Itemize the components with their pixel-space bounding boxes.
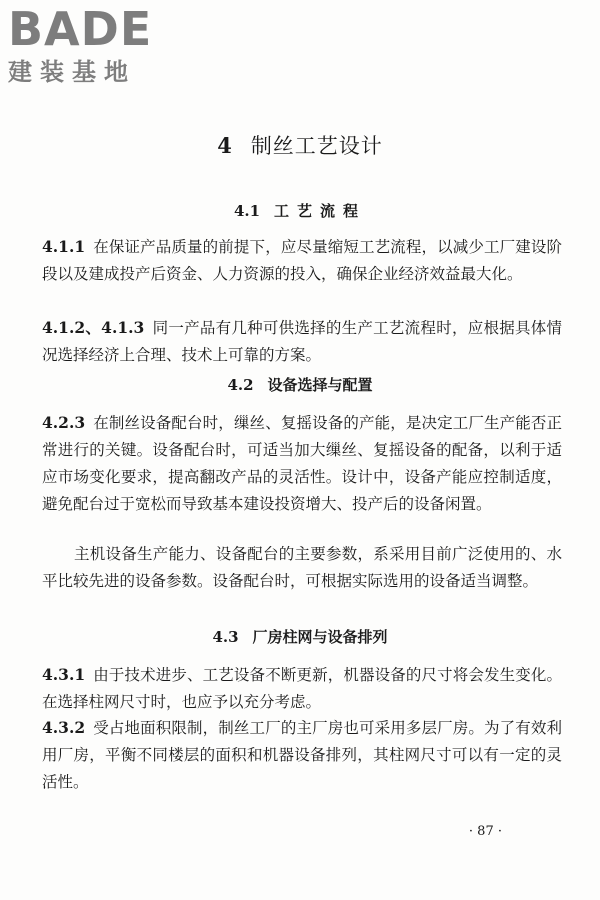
section-title: 厂房柱网与设备排列 xyxy=(252,628,388,646)
section-number: 4.3 xyxy=(212,628,239,646)
clause-paragraph xyxy=(42,233,562,288)
page-number: · 87 · xyxy=(468,824,502,839)
section-heading-4-2 xyxy=(0,374,600,395)
section-heading-4-3 xyxy=(0,626,600,647)
clause-number: 4.3.2 xyxy=(42,718,86,737)
logo-wordmark: BADE xyxy=(8,2,153,56)
clause-number: 4.1.2、4.1.3 xyxy=(42,318,145,337)
clause-number: 4.3.1 xyxy=(42,665,86,684)
paragraph-text: 主机设备生产能力、设备配台的主要参数，系采用目前广泛使用的、水平比较先进的设备参数。设备配台时，可根据实际选用的设备适当调整。 xyxy=(42,545,562,590)
clause-text: 在制丝设备配台时，缫丝、复摇设备的产能，是决定工厂生产能否正常进行的关键。设备配台时，可适当加大缫丝、复摇设备的配备，以利于适应市场变化要求，提高翻改产品的灵活性。设计中，设备产能应控制适度，避免配台过于宽松而导致基本建设投资增大、投产后的设备闲置。 xyxy=(42,414,562,513)
section-heading-4-1 xyxy=(0,200,600,221)
clause-text: 受占地面积限制，制丝工厂的主厂房也可采用多层厂房。为了有效利用厂房，平衡不同楼层的面积和机器设备排列，其柱网尺寸可以有一定的灵活性。 xyxy=(42,719,562,791)
section-title: 工艺流程 xyxy=(274,202,367,220)
chapter-number: 4 xyxy=(217,133,233,158)
clause-number: 4.2.3 xyxy=(42,413,86,432)
section-title: 设备选择与配置 xyxy=(267,376,373,394)
clause-text: 同一产品有几种可供选择的生产工艺流程时，应根据具体情况选择经济上合理、技术上可靠的方案。 xyxy=(42,319,562,364)
chapter-title: 制丝工艺设计 xyxy=(250,134,383,158)
chapter-heading xyxy=(0,130,600,160)
clause-paragraph xyxy=(42,314,562,369)
clause-number: 4.1.1 xyxy=(42,237,86,256)
clause-paragraph xyxy=(42,714,562,796)
section-number: 4.2 xyxy=(227,376,254,394)
section-number: 4.1 xyxy=(233,202,261,220)
clause-paragraph xyxy=(42,661,562,716)
clause-paragraph xyxy=(42,409,562,518)
bade-logo xyxy=(8,2,178,86)
clause-text: 由于技术进步、工艺设备不断更新，机器设备的尺寸将会发生变化。在选择柱网尺寸时，也应予以充分考虑。 xyxy=(42,666,562,711)
body-paragraph xyxy=(42,541,562,595)
clause-text: 在保证产品质量的前提下，应尽量缩短工艺流程，以减少工厂建设阶段以及建成投产后资金、人力资源的投入，确保企业经济效益最大化。 xyxy=(42,238,562,283)
logo-subtitle: 建装基地 xyxy=(8,58,136,86)
